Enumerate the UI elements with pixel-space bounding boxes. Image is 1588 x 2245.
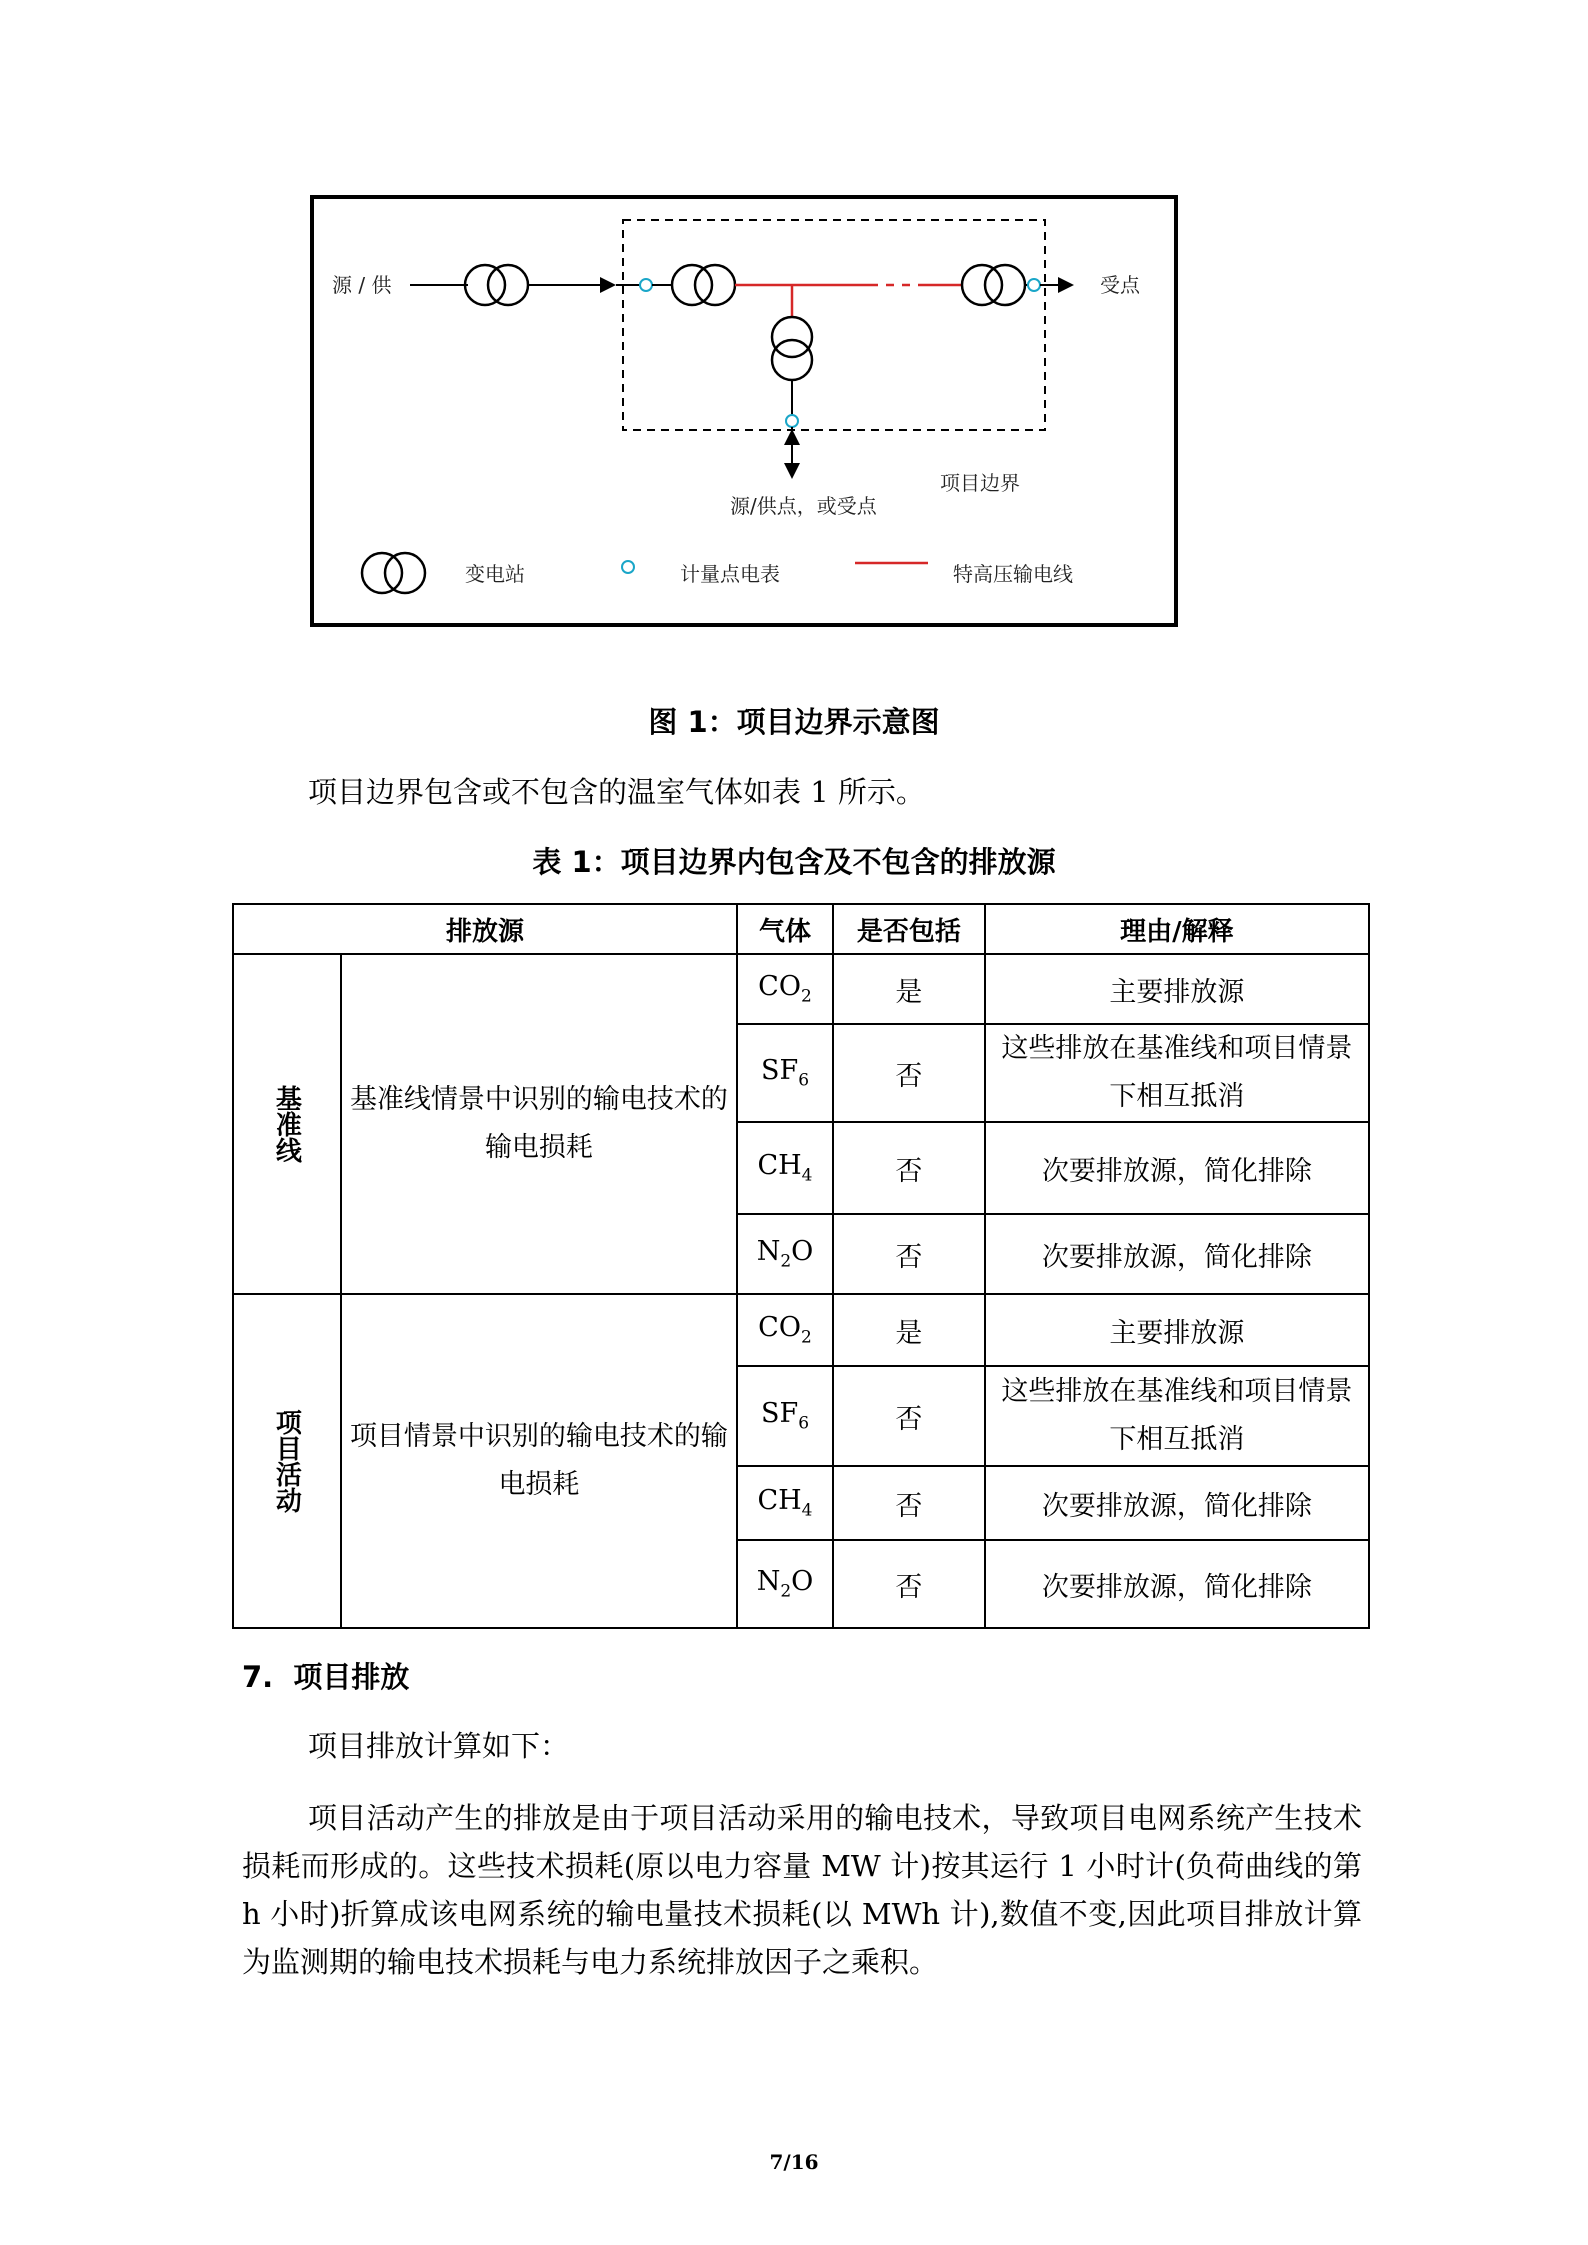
figure-caption: 图 1：项目边界示意图 bbox=[648, 705, 940, 739]
included-cell: 否 bbox=[833, 1214, 985, 1294]
gas-cell: $CH_4$ bbox=[737, 1122, 833, 1214]
group-description: 基准线情景中识别的输电技术的输电损耗 bbox=[341, 954, 737, 1294]
substation-icon bbox=[772, 317, 812, 380]
legend-substation-icon bbox=[362, 553, 425, 593]
reason-cell: 次要排放源，简化排除 bbox=[985, 1214, 1369, 1294]
substation-icon bbox=[465, 265, 528, 305]
group-label-cell bbox=[233, 1294, 341, 1628]
legend-substation-label: 变电站 bbox=[465, 562, 525, 586]
group-label-cell bbox=[233, 954, 341, 1294]
gas-cell: $N_2O$ bbox=[737, 1214, 833, 1294]
page-number: 7/16 bbox=[769, 2150, 819, 2174]
reason-cell: 主要排放源 bbox=[985, 954, 1369, 1024]
gas-cell: $SF_6$ bbox=[737, 1024, 833, 1122]
header-included: 是否包括 bbox=[833, 904, 985, 954]
intro-paragraph: 项目边界包含或不包含的温室气体如表 1 所示。 bbox=[308, 775, 925, 809]
group-label: 基准线 bbox=[271, 1085, 302, 1163]
bottom-point-label: 源/供点，或受点 bbox=[730, 494, 877, 518]
substation-icon bbox=[962, 265, 1025, 305]
meter-icon bbox=[786, 415, 798, 427]
meter-icon bbox=[1028, 279, 1040, 291]
substation-icon bbox=[672, 265, 735, 305]
included-cell: 否 bbox=[833, 1466, 985, 1540]
group-label: 项目活动 bbox=[271, 1409, 302, 1513]
gas-cell: $N_2O$ bbox=[737, 1540, 833, 1628]
receive-point-label: 受点 bbox=[1100, 273, 1140, 297]
arrow-right-icon bbox=[600, 277, 616, 293]
arrow-down-icon bbox=[784, 463, 800, 479]
included-cell: 否 bbox=[833, 1366, 985, 1466]
legend-meter-icon bbox=[622, 561, 634, 573]
reason-cell: 这些排放在基准线和项目情景下相互抵消 bbox=[985, 1024, 1369, 1122]
diagram-frame bbox=[312, 197, 1176, 625]
project-boundary-box bbox=[623, 220, 1045, 430]
header-reason: 理由/解释 bbox=[985, 904, 1369, 954]
section-heading: 7. 项目排放 bbox=[242, 1660, 410, 1694]
table-caption: 表 1：项目边界内包含及不包含的排放源 bbox=[532, 845, 1056, 879]
emission-sources-table bbox=[232, 903, 1370, 1629]
arrow-right-icon bbox=[1058, 277, 1074, 293]
project-boundary-diagram bbox=[310, 195, 1180, 630]
source-supply-label: 源 / 供 bbox=[332, 273, 392, 297]
included-cell: 是 bbox=[833, 954, 985, 1024]
included-cell: 否 bbox=[833, 1024, 985, 1122]
table-row bbox=[233, 1294, 1369, 1366]
gas-cell: $CO_2$ bbox=[737, 954, 833, 1024]
reason-cell: 主要排放源 bbox=[985, 1294, 1369, 1366]
legend-meter-label: 计量点电表 bbox=[680, 562, 780, 586]
project-boundary-label: 项目边界 bbox=[940, 471, 1020, 495]
gas-cell: $CH_4$ bbox=[737, 1466, 833, 1540]
arrow-up-icon bbox=[784, 429, 800, 445]
group-description: 项目情景中识别的输电技术的输电损耗 bbox=[341, 1294, 737, 1628]
reason-cell: 次要排放源，简化排除 bbox=[985, 1122, 1369, 1214]
legend-uhv-line-label: 特高压输电线 bbox=[953, 562, 1073, 586]
included-cell: 是 bbox=[833, 1294, 985, 1366]
gas-cell: $CO_2$ bbox=[737, 1294, 833, 1366]
header-source: 排放源 bbox=[233, 904, 737, 954]
meter-icon bbox=[640, 279, 652, 291]
table-row bbox=[233, 954, 1369, 1024]
gas-cell: $SF_6$ bbox=[737, 1366, 833, 1466]
reason-cell: 次要排放源，简化排除 bbox=[985, 1540, 1369, 1628]
reason-cell: 这些排放在基准线和项目情景下相互抵消 bbox=[985, 1366, 1369, 1466]
header-gas: 气体 bbox=[737, 904, 833, 954]
included-cell: 否 bbox=[833, 1122, 985, 1214]
included-cell: 否 bbox=[833, 1540, 985, 1628]
reason-cell: 次要排放源，简化排除 bbox=[985, 1466, 1369, 1540]
table-header-row bbox=[233, 904, 1369, 954]
paragraph-calc-intro: 项目排放计算如下： bbox=[308, 1729, 570, 1763]
paragraph-calc-body: 项目活动产生的排放是由于项目活动采用的输电技术，导致项目电网系统产生技术损耗而形成的。这些技术损耗(原以电力容量 MW 计)按其运行 1 小时计(负荷曲线的第 h 小时)折算成该电网系统的输电量技术损耗(以 MWh 计),数值不变,因此项目排放计算为监测期的输电技术损耗与电力系统排放因子之乘积。 bbox=[242, 1801, 1362, 1979]
